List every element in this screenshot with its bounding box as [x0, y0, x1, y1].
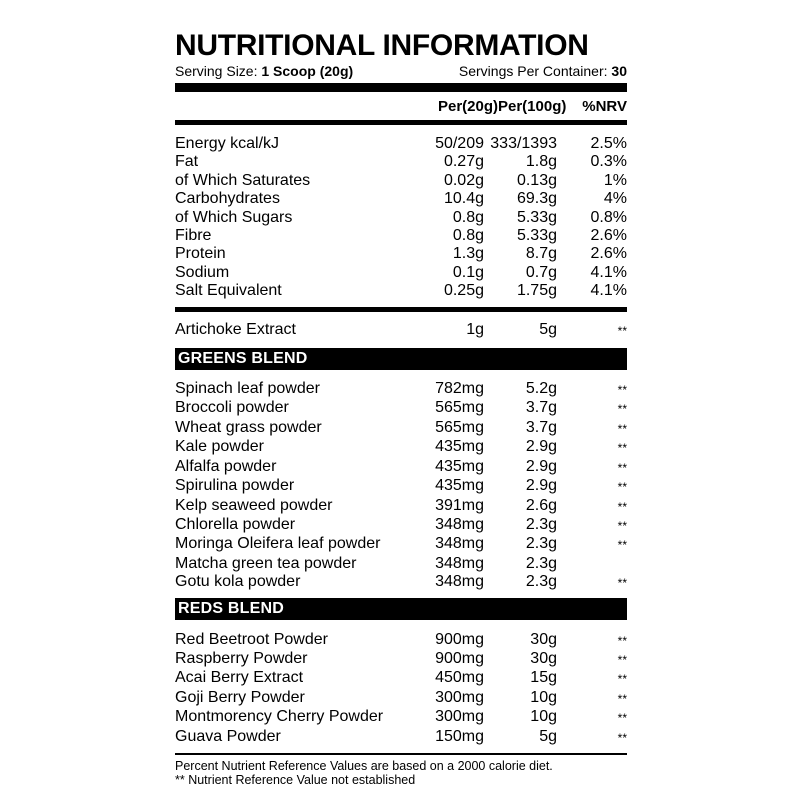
table-row: [175, 264, 627, 282]
value-nrv: 4.1%: [590, 263, 627, 281]
nutrient-name: Spirulina powder: [175, 477, 295, 495]
value-per-100g: 0.13g: [516, 171, 557, 189]
nutrient-name: of Which Sugars: [175, 208, 293, 226]
value-nrv: 2.6%: [590, 245, 627, 263]
value-nrv: **: [617, 460, 627, 475]
value-per-20g: 435mg: [435, 477, 484, 495]
value-per-20g: 348mg: [435, 535, 484, 553]
value-per-100g: 2.3g: [525, 515, 557, 533]
value-nrv: 0.3%: [590, 153, 627, 171]
table-row: [175, 321, 627, 340]
table-row: [175, 535, 627, 554]
value-per-100g: 0.7g: [525, 263, 557, 281]
value-nrv: **: [617, 441, 627, 456]
column-header: Per(100g): [498, 97, 567, 115]
nutrient-list: [175, 135, 627, 301]
table-row: [175, 650, 627, 669]
value-per-100g: 2.3g: [525, 535, 557, 553]
reds-blend-heading: REDS BLEND: [175, 598, 627, 620]
value-per-100g: 1.8g: [525, 153, 557, 171]
value-per-20g: 435mg: [435, 438, 484, 456]
value-nrv: **: [617, 499, 627, 514]
footnote: Percent Nutrient Reference Values are based on a 2000 calorie diet.: [175, 758, 553, 773]
value-nrv: **: [617, 538, 627, 553]
nutrient-name: Energy kcal/kJ: [175, 135, 280, 152]
value-per-20g: 900mg: [435, 630, 484, 648]
value-per-20g: 348mg: [435, 515, 484, 533]
nutrient-name: Broccoli powder: [175, 399, 289, 417]
value-nrv: **: [617, 711, 627, 726]
nutrient-name: Sodium: [175, 263, 230, 281]
value-per-20g: 348mg: [435, 573, 484, 591]
reds-list: [175, 631, 627, 747]
servings-per-container: Servings Per Container: 30: [458, 63, 627, 79]
table-row: [175, 153, 627, 171]
value-per-20g: 0.8g: [452, 208, 484, 226]
value-per-20g: 150mg: [435, 727, 484, 745]
value-per-20g: 435mg: [435, 457, 484, 475]
table-row: [175, 172, 627, 190]
table-row: [175, 438, 627, 457]
value-per-100g: 2.9g: [525, 438, 557, 456]
value-per-20g: 0.1g: [452, 263, 484, 281]
value-nrv: **: [617, 402, 627, 417]
value-per-100g: 5.33g: [516, 208, 557, 226]
value-per-100g: 30g: [530, 630, 557, 648]
footnote: ** Nutrient Reference Value not established: [175, 772, 416, 787]
value-nrv: 4%: [603, 190, 627, 208]
table-row: [175, 708, 627, 727]
value-per-100g: 3.7g: [525, 418, 557, 436]
value-nrv: 1%: [603, 171, 627, 189]
value-nrv: **: [617, 652, 627, 667]
nutrient-name: Carbohydrates: [175, 190, 280, 208]
column-headers: [175, 92, 627, 120]
value-nrv: **: [617, 633, 627, 648]
table-row: [175, 477, 627, 496]
value-per-100g: 5g: [539, 727, 557, 745]
value-nrv: **: [617, 518, 627, 533]
value-per-100g: 5g: [539, 320, 557, 338]
value-nrv: **: [617, 730, 627, 745]
nutrient-name: Fibre: [175, 227, 212, 245]
nutrient-name: Chlorella powder: [175, 515, 296, 533]
value-per-20g: 782mg: [435, 380, 484, 398]
value-per-100g: 30g: [530, 649, 557, 667]
table-row: [175, 135, 627, 153]
nutrient-name: Montmorency Cherry Powder: [175, 708, 384, 726]
table-row: [175, 380, 627, 399]
nutrient-name: Guava Powder: [175, 727, 281, 745]
value-nrv: [557, 555, 627, 573]
table-row: [175, 209, 627, 227]
nutrient-name: Spinach leaf powder: [175, 380, 320, 398]
nutrient-name: Acai Berry Extract: [175, 669, 304, 687]
value-nrv: **: [617, 323, 627, 338]
value-per-100g: 2.6g: [525, 496, 557, 514]
value-per-20g: 10.4g: [443, 190, 484, 208]
artichoke-row: [175, 321, 627, 340]
greens-blend-heading: GREENS BLEND: [175, 348, 627, 370]
nutrient-name: Goji Berry Powder: [175, 688, 305, 706]
value-nrv: 2.5%: [590, 135, 627, 152]
value-nrv: 4.1%: [590, 282, 627, 300]
table-row: [175, 728, 627, 747]
value-nrv: **: [617, 672, 627, 687]
column-header: Per(20g): [437, 97, 498, 115]
nutrient-name: Kale powder: [175, 438, 264, 456]
serving-size: Serving Size: 1 Scoop (20g): [175, 63, 354, 79]
value-per-20g: 0.27g: [443, 153, 484, 171]
table-row: [175, 245, 627, 263]
value-per-100g: 3.7g: [525, 399, 557, 417]
value-per-100g: 2.3g: [525, 554, 557, 572]
nutrient-name: Protein: [175, 245, 226, 263]
value-per-100g: 2.9g: [525, 457, 557, 475]
nutrient-name: Alfalfa powder: [175, 457, 277, 475]
footnotes: [175, 759, 627, 787]
value-per-100g: 2.9g: [525, 477, 557, 495]
value-per-100g: 333/1393: [490, 135, 557, 152]
nutrient-name: Kelp seaweed powder: [175, 496, 333, 514]
serving-info: [175, 63, 627, 79]
value-nrv: **: [617, 383, 627, 398]
value-per-100g: 5.33g: [516, 227, 557, 245]
value-per-20g: 391mg: [435, 496, 484, 514]
divider: [175, 753, 627, 755]
nutrient-name: Fat: [175, 153, 199, 171]
table-row: [175, 497, 627, 516]
nutrient-name: Gotu kola powder: [175, 573, 301, 591]
nutrient-name: Artichoke Extract: [175, 320, 296, 338]
value-per-20g: 1g: [466, 320, 484, 338]
divider: [175, 83, 627, 92]
value-per-20g: 450mg: [435, 669, 484, 687]
value-per-20g: 565mg: [435, 399, 484, 417]
value-per-20g: 348mg: [435, 554, 484, 572]
greens-list: [175, 380, 627, 592]
value-per-20g: 0.25g: [443, 282, 484, 300]
value-nrv: **: [617, 691, 627, 706]
divider: [175, 307, 627, 312]
nutrient-name: Wheat grass powder: [175, 418, 322, 436]
page-title: NUTRITIONAL INFORMATION: [175, 29, 589, 62]
value-per-20g: 300mg: [435, 688, 484, 706]
value-per-100g: 10g: [530, 688, 557, 706]
table-row: [175, 631, 627, 650]
nutrient-name: Moringa Oleifera leaf powder: [175, 535, 381, 553]
nutrient-name: Raspberry Powder: [175, 649, 308, 667]
nutrient-name: of Which Saturates: [175, 171, 311, 189]
value-per-20g: 900mg: [435, 649, 484, 667]
column-header: %NRV: [582, 97, 627, 115]
value-per-100g: 15g: [530, 669, 557, 687]
value-per-20g: 565mg: [435, 418, 484, 436]
value-per-20g: 50/209: [435, 135, 484, 152]
value-nrv: **: [617, 480, 627, 495]
table-row: [175, 573, 627, 592]
table-row: [175, 190, 627, 208]
value-nrv: 0.8%: [590, 208, 627, 226]
nutrition-panel: [175, 30, 627, 787]
table-row: [175, 555, 627, 573]
value-nrv: **: [617, 421, 627, 436]
value-per-20g: 0.8g: [452, 227, 484, 245]
value-per-100g: 69.3g: [516, 190, 557, 208]
table-row: [175, 227, 627, 245]
nutrient-name: Matcha green tea powder: [175, 554, 357, 572]
table-row: [175, 399, 627, 418]
value-per-100g: 10g: [530, 708, 557, 726]
value-per-20g: 0.02g: [443, 171, 484, 189]
value-per-100g: 1.75g: [516, 282, 557, 300]
value-per-20g: 1.3g: [452, 245, 484, 263]
table-row: [175, 669, 627, 688]
value-nrv: 2.6%: [590, 227, 627, 245]
value-per-100g: 8.7g: [525, 245, 557, 263]
table-row: [175, 689, 627, 708]
value-per-100g: 5.2g: [525, 380, 557, 398]
value-per-100g: 2.3g: [525, 573, 557, 591]
divider: [175, 120, 627, 125]
table-row: [175, 282, 627, 300]
nutrient-name: Red Beetroot Powder: [175, 630, 328, 648]
table-row: [175, 419, 627, 438]
nutrient-name: Salt Equivalent: [175, 282, 282, 300]
table-row: [175, 516, 627, 535]
value-per-20g: 300mg: [435, 708, 484, 726]
table-row: [175, 458, 627, 477]
value-nrv: **: [617, 576, 627, 591]
